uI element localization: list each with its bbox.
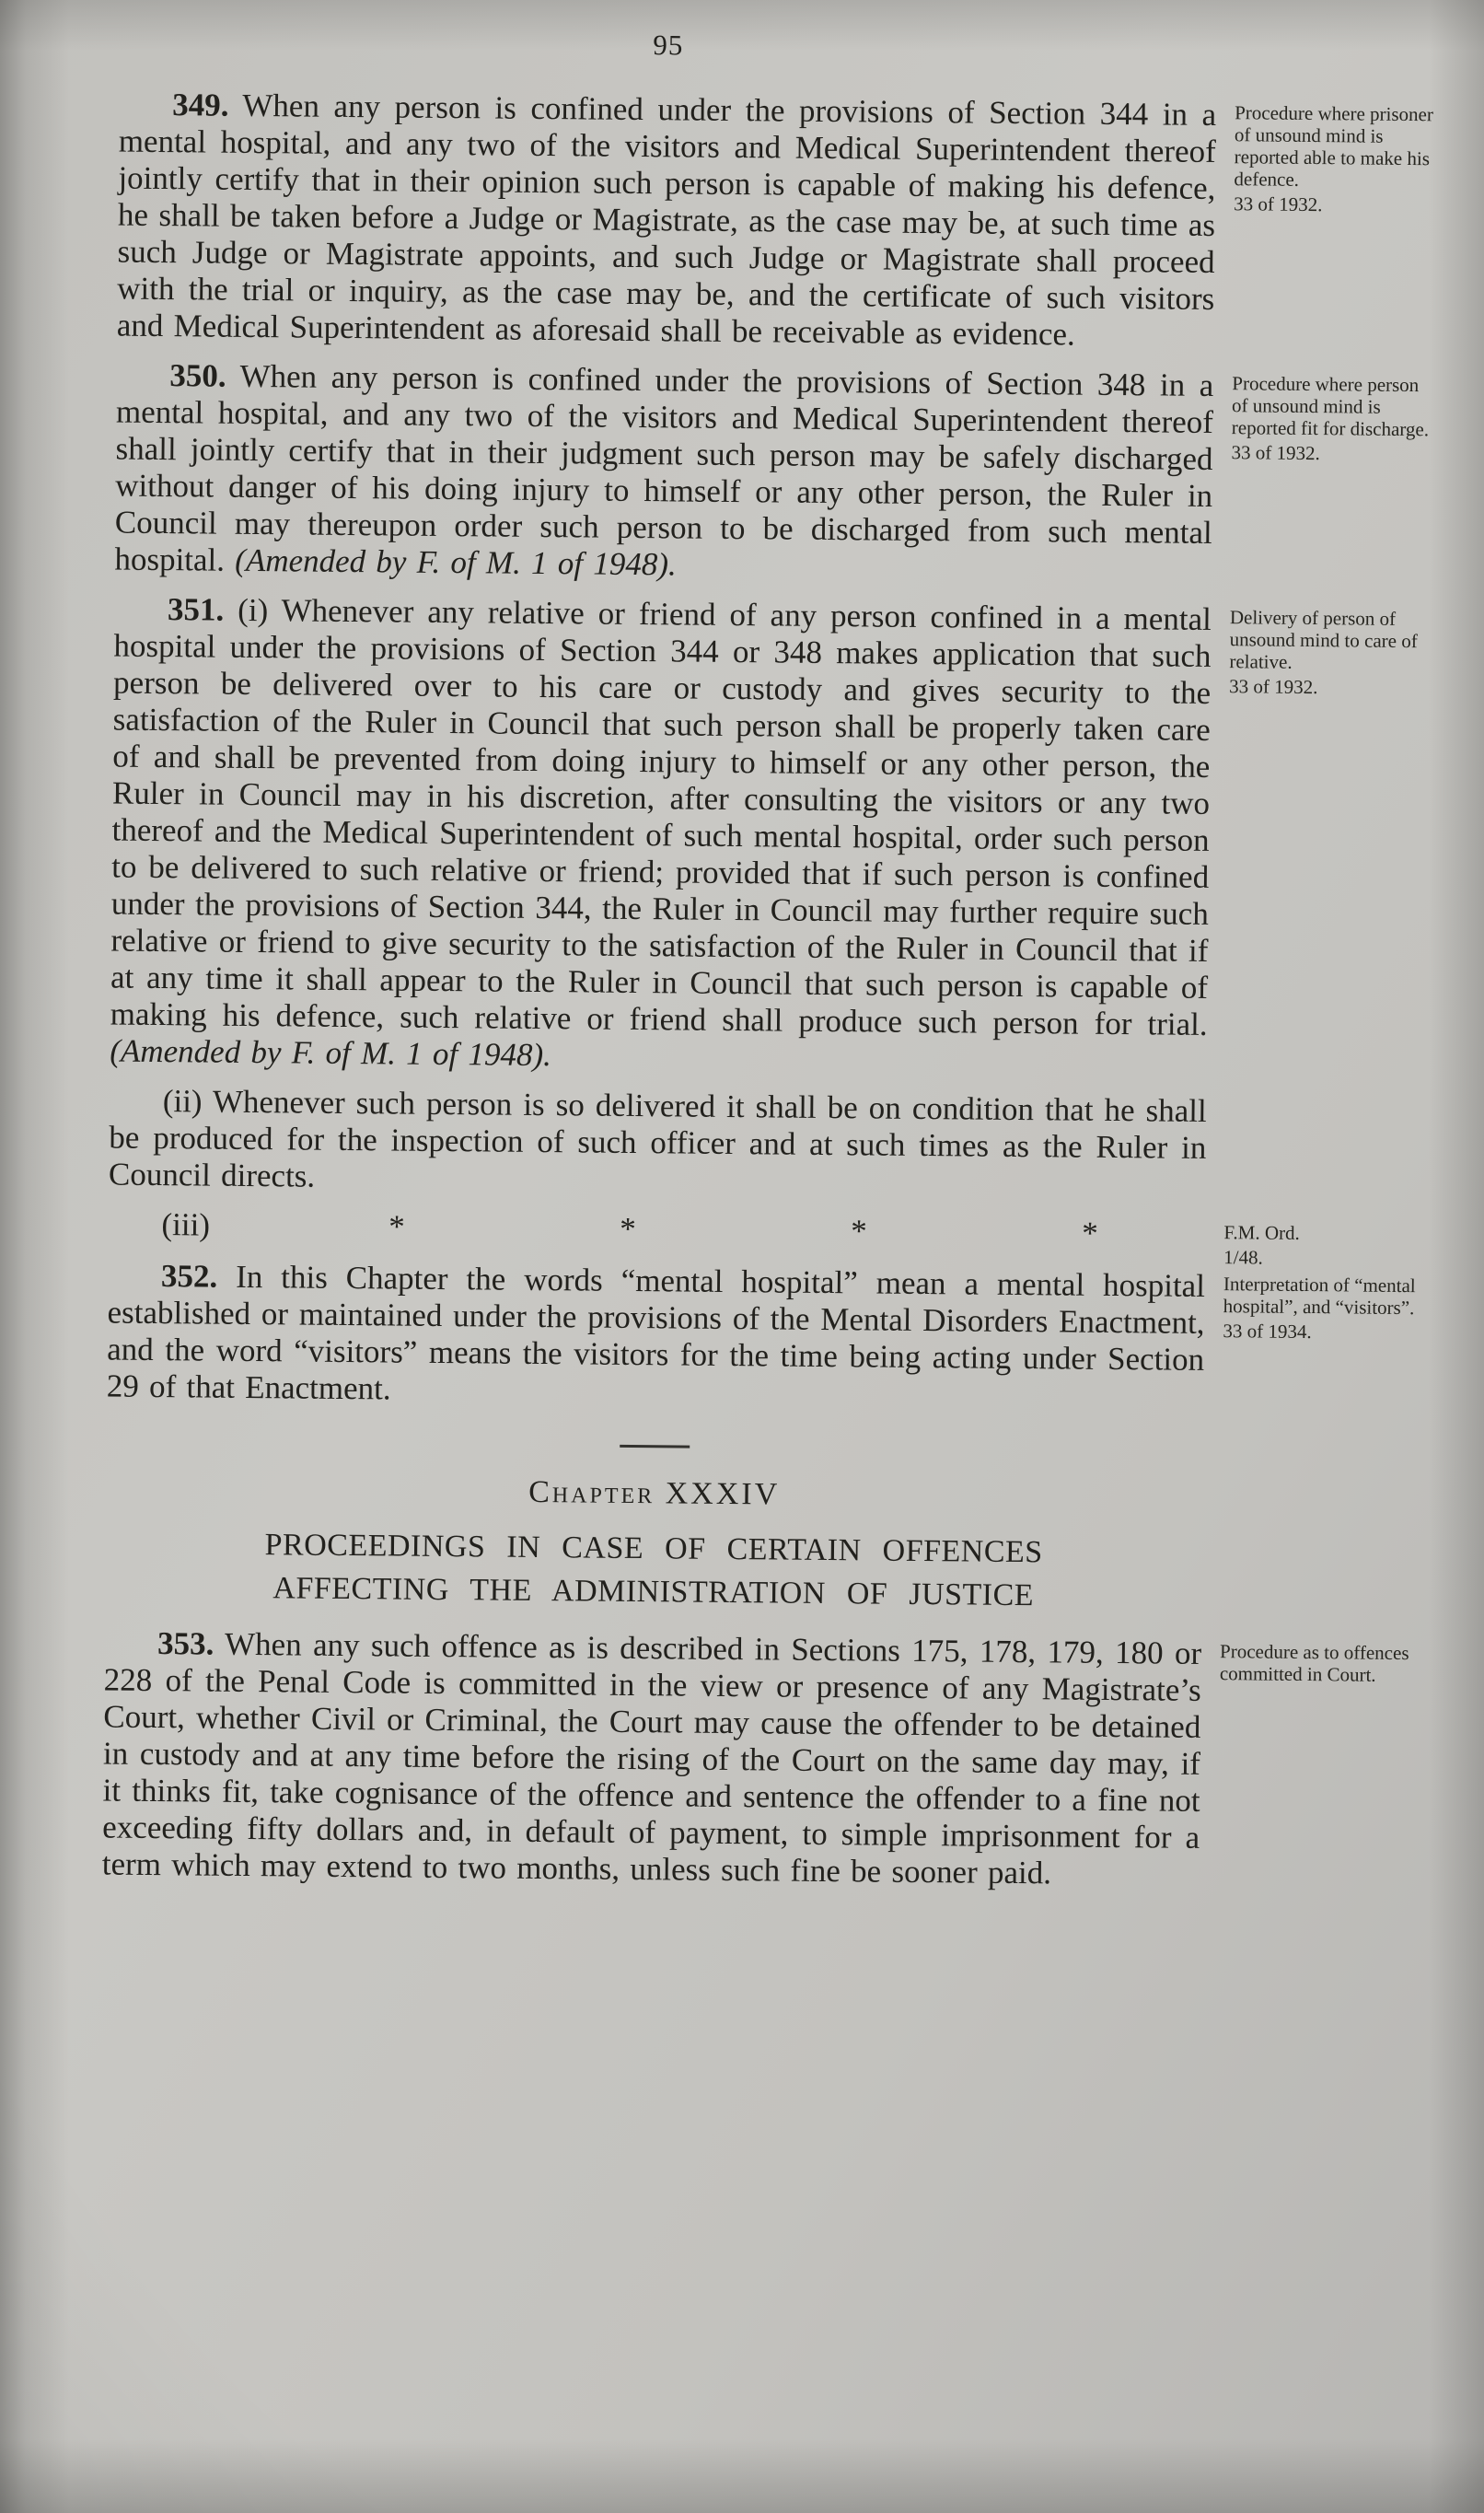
- margin-note-fm-ord-ref: 1/48.: [1223, 1246, 1263, 1269]
- margin-note-352-ref: 33 of 1934.: [1223, 1320, 1312, 1344]
- section-351-number: 351.: [167, 591, 225, 628]
- margin-note-352: [1222, 1268, 1428, 1430]
- section-352-number: 352.: [160, 1258, 218, 1295]
- margin-note-353: [1217, 1635, 1424, 1908]
- margin-note-349-ref: 33 of 1932.: [1234, 192, 1323, 216]
- asterisk-1: *: [388, 1208, 405, 1245]
- chapter-title-line-1: PROCEEDINGS IN CASE OF CERTAIN OFFENCES: [264, 1528, 1043, 1570]
- margin-note-fm-ord: [1223, 1216, 1429, 1270]
- subsection-iii-label: (iii): [161, 1206, 211, 1243]
- margin-note-350-ref: 33 of 1932.: [1231, 441, 1320, 465]
- section-351-paragraph-i: [110, 591, 1212, 1080]
- margin-note-empty-divider: [1222, 1428, 1427, 1483]
- section-351-amendment: (Amended by F. of M. 1 of 1948).: [110, 1032, 552, 1074]
- margin-note-349-text: Procedure where prisoner of unsound mind is reported able to make his defence.: [1234, 101, 1434, 191]
- section-352-paragraph: [107, 1258, 1205, 1415]
- margin-note-empty-chapter: [1221, 1481, 1426, 1534]
- margin-note-353-text: Procedure as to offences committed in Court.: [1219, 1640, 1409, 1686]
- section-349-number: 349.: [172, 87, 229, 123]
- margin-note-empty-ii: [1224, 1093, 1430, 1218]
- section-350-text: When any person is confined under the provisions of Section 348 in a mental hospital, and any two of the visitors and Medical Superintendent thereof shall jointly certify that in their judgment such person may be safely discharged without danger of his doing injury to himself or any other person, the Ruler in Council may thereupon order such person to be discharged from such mental hospital.: [114, 357, 1214, 578]
- scanned-page-content: [0, 22, 1484, 1908]
- margin-note-353-ref: [1220, 1687, 1424, 1689]
- section-351-text-ii: (ii) Whenever such person is so delivered it shall be on condition that he shall be produced for the inspection of such officer and at such times as the Ruler in Council directs.: [108, 1083, 1207, 1194]
- chapter-heading: Chapter XXXIV: [528, 1474, 781, 1512]
- section-349-paragraph: [117, 87, 1217, 355]
- page-number: 95: [653, 29, 684, 62]
- section-353-paragraph: [102, 1624, 1202, 1892]
- margin-note-fm-ord-text: F.M. Ord.: [1223, 1221, 1300, 1244]
- section-353-number: 353.: [157, 1625, 214, 1662]
- section-350-amendment: (Amended by F. of M. 1 of 1948).: [235, 541, 677, 583]
- section-350-paragraph: [114, 357, 1213, 588]
- margin-note-350-text: Procedure where person of unsound mind is reported fit for discharge.: [1231, 372, 1430, 441]
- section-352-text: In this Chapter the words “mental hospital” mean a mental hospital established or maintained under the provisions of the Mental Disorders Enactment, and the word “visitors” means the visitors for the time being acting under Section 29 of that Enactment.: [106, 1258, 1206, 1407]
- asterisk-3: *: [851, 1213, 867, 1250]
- chapter-title: [105, 1521, 1203, 1618]
- margin-note-351: [1225, 601, 1434, 1095]
- margin-note-350: [1230, 367, 1436, 603]
- asterisk-2: *: [620, 1210, 636, 1248]
- asterisk-4: *: [1082, 1215, 1098, 1251]
- section-351-paragraph-ii: [109, 1083, 1207, 1204]
- margin-note-empty-title: [1220, 1532, 1425, 1637]
- margin-note-349: [1233, 97, 1440, 369]
- chapter-title-line-2: AFFECTING THE ADMINISTRATION OF JUSTICE: [272, 1571, 1035, 1613]
- section-351-text-i: (i) Whenever any relative or friend of any person confined in a mental hospital under the provisions of Section 344 or 348 makes application that such person be delivered over to his care or custody and gives security to the satisfaction of the Ruler in Council that such person shall be properly taken care of and shall be prevented from doing injury to himself or any other person, the Ruler in Council may in his discretion, after consulting the visitors or any two thereof and the Medical Superintendent of such mental hospital, order such person to be delivered to such relative or friend; provided that if such person is confined under the provisions of Section 344, the Ruler in Council may further require such relative or friend to give security to the satisfaction of the Ruler in Council that if at any time it shall appear to the Ruler in Council that such person is capable of making his defence, such relative or friend shall produce such person for trial.: [110, 591, 1212, 1042]
- section-353-text: When any such offence as is described in Sections 175, 178, 179, 180 or 228 of the Penal Code is committed in the view or presence of any Magistrate’s Court, whether Civil or Criminal, the Court may cause the offender to be detained in custody and at any time before the rising of the Court on the same day may, if it thinks fit, take cognisance of the offence and sentence the offender to a fine not exceeding fifty dollars and, in default of payment, to simple imprisonment for a term which may extend to two months, unless such fine be sooner paid.: [101, 1625, 1202, 1891]
- divider-rule: [620, 1445, 690, 1448]
- margin-note-351-text: Delivery of person of unsound mind to care of relative.: [1229, 606, 1418, 673]
- section-350-number: 350.: [169, 357, 226, 394]
- margin-note-352-text: Interpretation of “mental hospital”, and “visitors”.: [1223, 1273, 1416, 1320]
- section-349-text: When any person is confined under the provisions of Section 344 in a mental hospital, and any two of the visitors and Medical Superintendent thereof jointly certify that in their opinion such person is capable of making his defence, he shall be taken before a Judge or Magistrate, as the case may be, at such time as such Judge or Magistrate appoints, and such Judge or Magistrate shall proceed with the trial or inquiry, as the case may be, and the certificate of such visitors and Medical Superintendent as aforesaid shall be receivable as evidence.: [116, 87, 1217, 353]
- margin-note-empty: [1235, 34, 1440, 99]
- section-351-paragraph-iii: [108, 1206, 1205, 1255]
- margin-note-351-ref: 33 of 1932.: [1229, 675, 1318, 699]
